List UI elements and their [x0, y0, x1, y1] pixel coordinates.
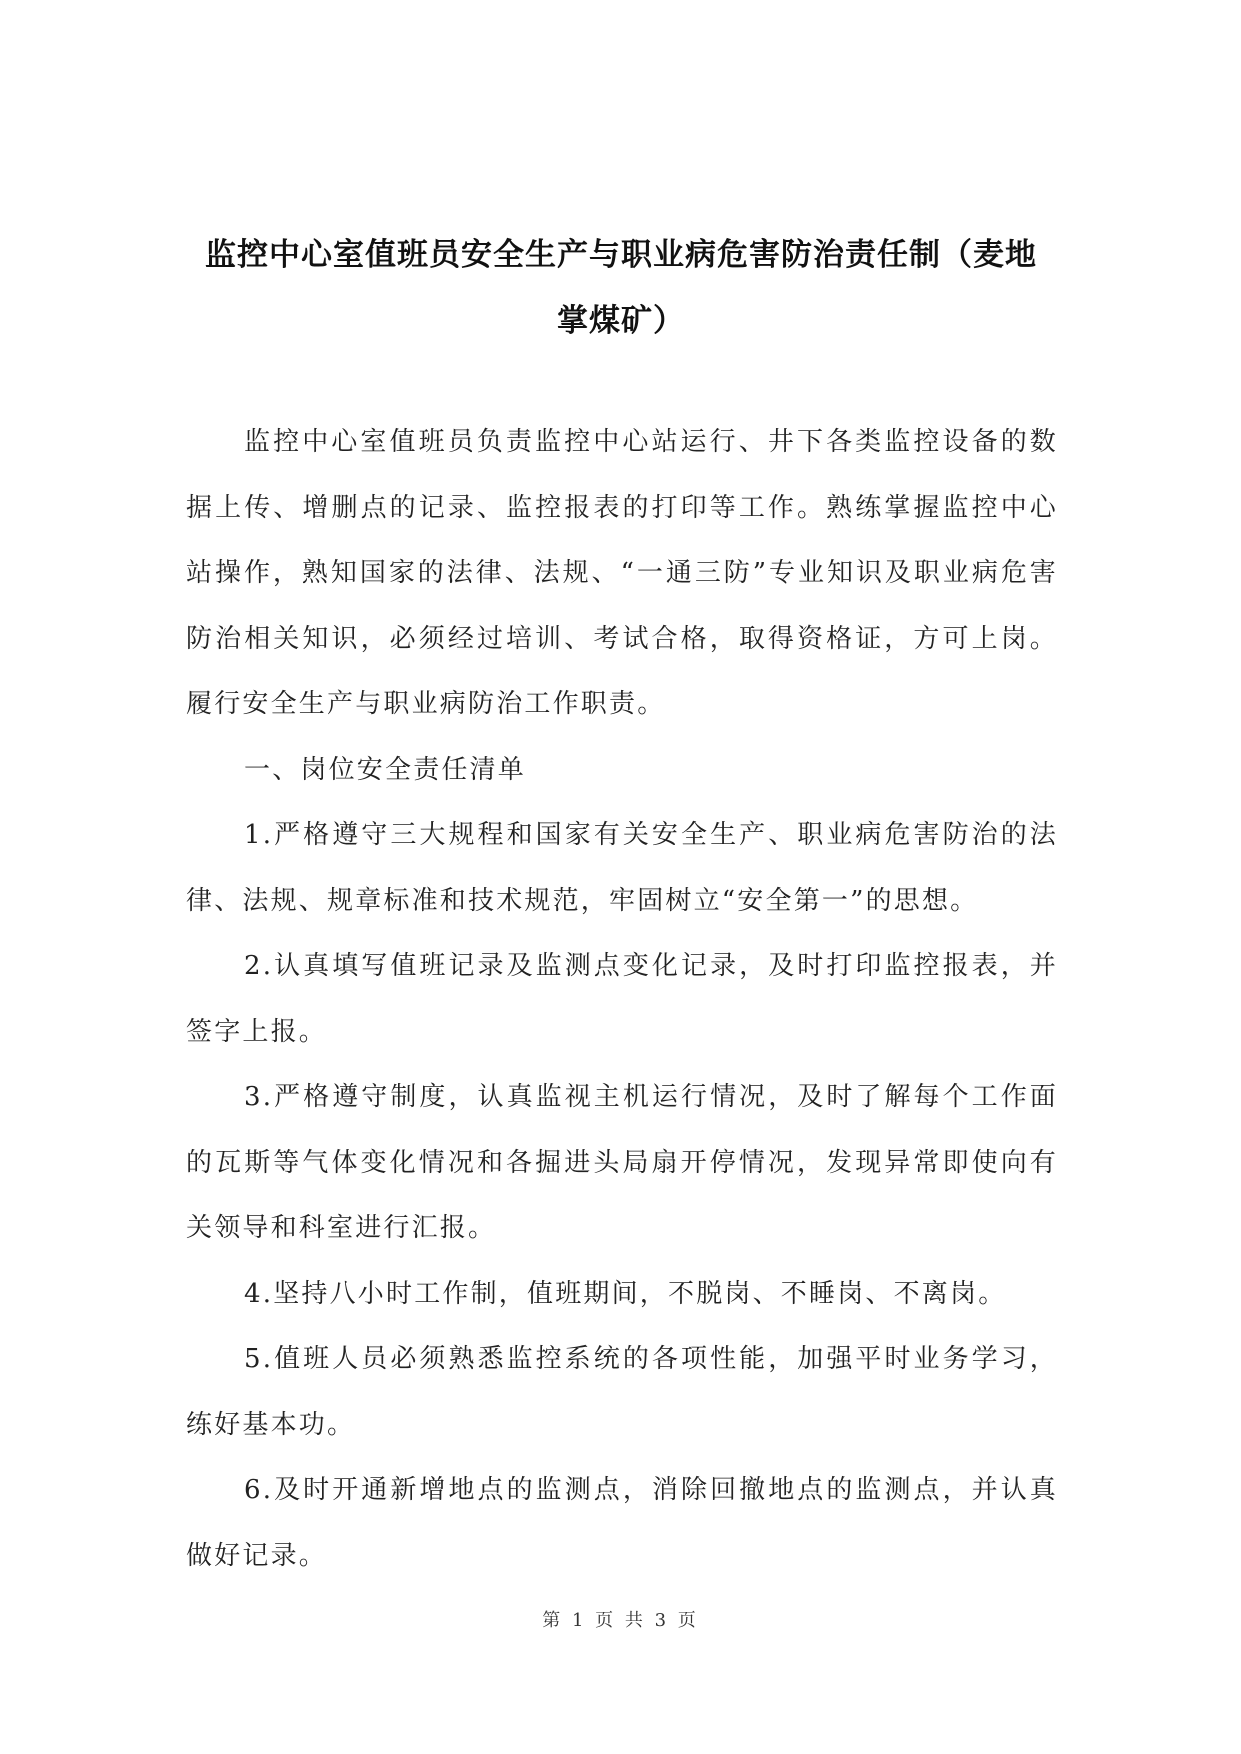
list-item-3: 3.严格遵守制度，认真监视主机运行情况，及时了解每个工作面的瓦斯等气体变化情况和各掘进头局扇开停情况，发现异常即使向有关领导和科室进行汇报。 [186, 1082, 1058, 1243]
document-title [186, 222, 1056, 354]
document-title-line-1: 监控中心室值班员安全生产与职业病危害防治责任制（麦地 [205, 237, 1037, 273]
list-item-5: 5.值班人员必须熟悉监控系统的各项性能，加强平时业务学习，练好基本功。 [186, 1344, 1058, 1440]
section-heading: 一、岗位安全责任清单 [244, 754, 527, 785]
document-title-line-2: 掌煤矿） [557, 303, 685, 339]
page-number-footer: 第 1 页 共 3 页 [542, 1610, 699, 1631]
intro-paragraph: 监控中心室值班员负责监控中心站运行、井下各类监控设备的数据上传、增删点的记录、监控报表的打印等工作。熟练掌握监控中心站操作，熟知国家的法律、法规、“一通三防”专业知识及职业病危害防治相关知识，必须经过培训、考试合格，取得资格证，方可上岗。履行安全生产与职业病防治工作职责。 [186, 427, 1058, 719]
list-item-6: 6.及时开通新增地点的监测点，消除回撤地点的监测点，并认真做好记录。 [186, 1475, 1058, 1571]
document-body [186, 410, 1058, 1589]
list-item-2: 2.认真填写值班记录及监测点变化记录，及时打印监控报表，并签字上报。 [186, 951, 1058, 1047]
list-item-4: 4.坚持八小时工作制，值班期间，不脱岗、不睡岗、不离岗。 [244, 1278, 1007, 1309]
list-item-1: 1.严格遵守三大规程和国家有关安全生产、职业病危害防治的法律、法规、规章标准和技术规范，牢固树立“安全第一”的思想。 [186, 820, 1058, 916]
